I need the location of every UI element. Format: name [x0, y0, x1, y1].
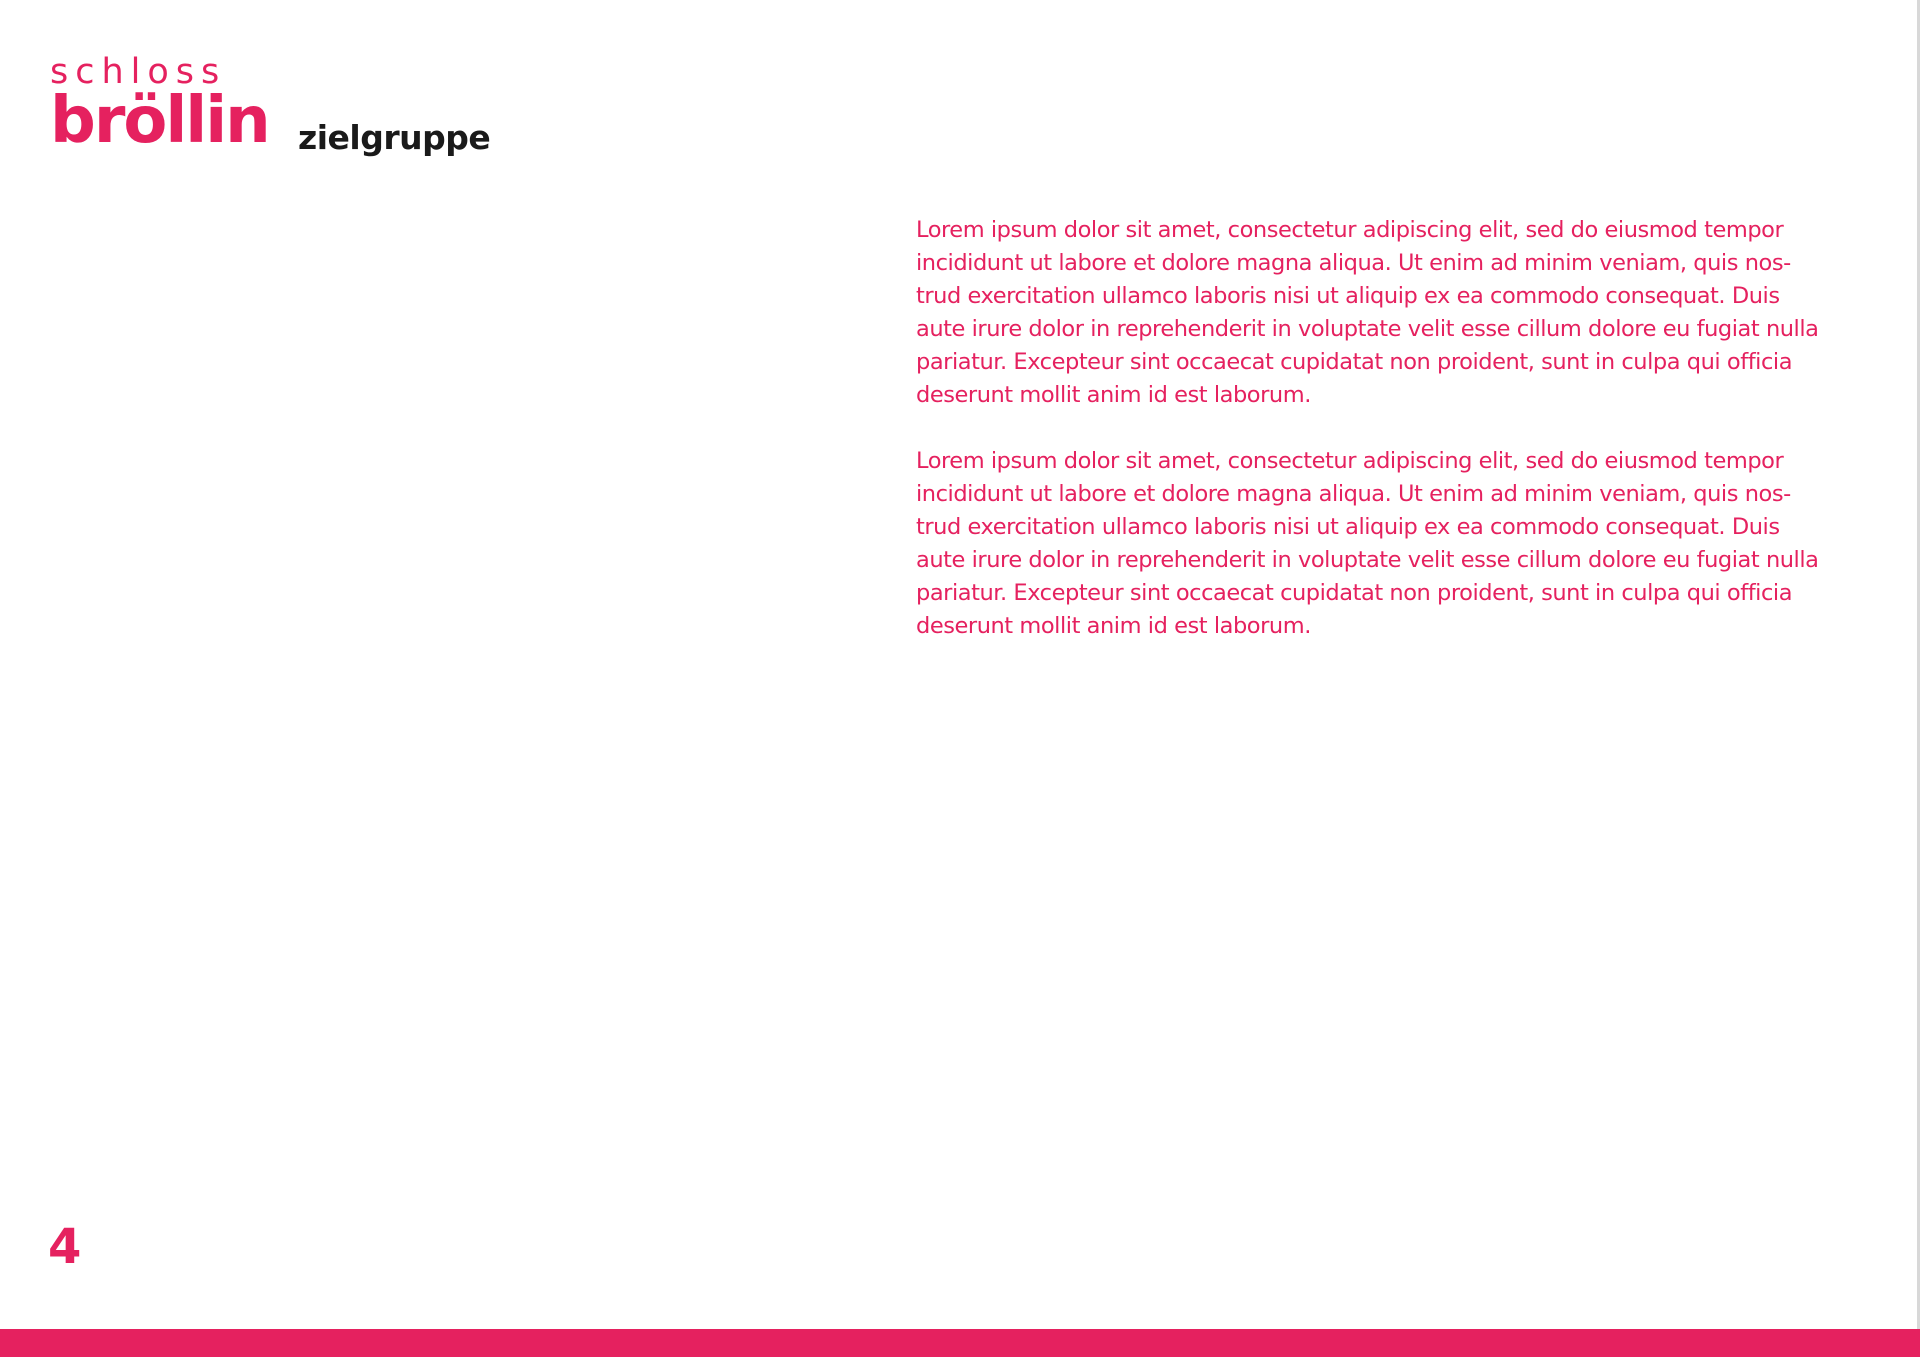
logo-wordmark-main: bröllin: [50, 84, 269, 158]
body-text-column: [916, 214, 1819, 676]
text-line: Lorem ipsum dolor sit amet, consectetur adipiscing elit, sed do eiusmod tempor: [916, 217, 1784, 243]
text-line: pariatur. Excepteur sint occaecat cupidatat non proident, sunt in culpa qui officia: [916, 349, 1793, 375]
text-line: aute irure dolor in reprehenderit in voluptate velit esse cillum dolore eu fugiat nulla: [916, 316, 1819, 342]
brand-logo: [50, 52, 269, 158]
logo-wordmark-top: schloss: [50, 52, 227, 92]
text-line: deserunt mollit anim id est laborum.: [916, 613, 1311, 639]
text-line: incididunt ut labore et dolore magna aliqua. Ut enim ad minim veniam, quis nos-: [916, 481, 1791, 507]
text-line: Lorem ipsum dolor sit amet, consectetur adipiscing elit, sed do eiusmod tempor: [916, 448, 1784, 474]
text-line: trud exercitation ullamco laboris nisi ut aliquip ex ea commodo consequat. Duis: [916, 283, 1780, 309]
text-line: incididunt ut labore et dolore magna aliqua. Ut enim ad minim veniam, quis nos-: [916, 250, 1791, 276]
footer-accent-bar: [0, 1329, 1920, 1357]
text-line: deserunt mollit anim id est laborum.: [916, 382, 1311, 408]
body-paragraph: [916, 214, 1819, 412]
page-title: zielgruppe: [298, 118, 491, 157]
text-line: aute irure dolor in reprehenderit in voluptate velit esse cillum dolore eu fugiat nulla: [916, 547, 1819, 573]
text-line: trud exercitation ullamco laboris nisi ut aliquip ex ea commodo consequat. Duis: [916, 514, 1780, 540]
page-number: 4: [48, 1219, 82, 1275]
body-paragraph: [916, 445, 1819, 643]
text-line: pariatur. Excepteur sint occaecat cupidatat non proident, sunt in culpa qui officia: [916, 580, 1793, 606]
